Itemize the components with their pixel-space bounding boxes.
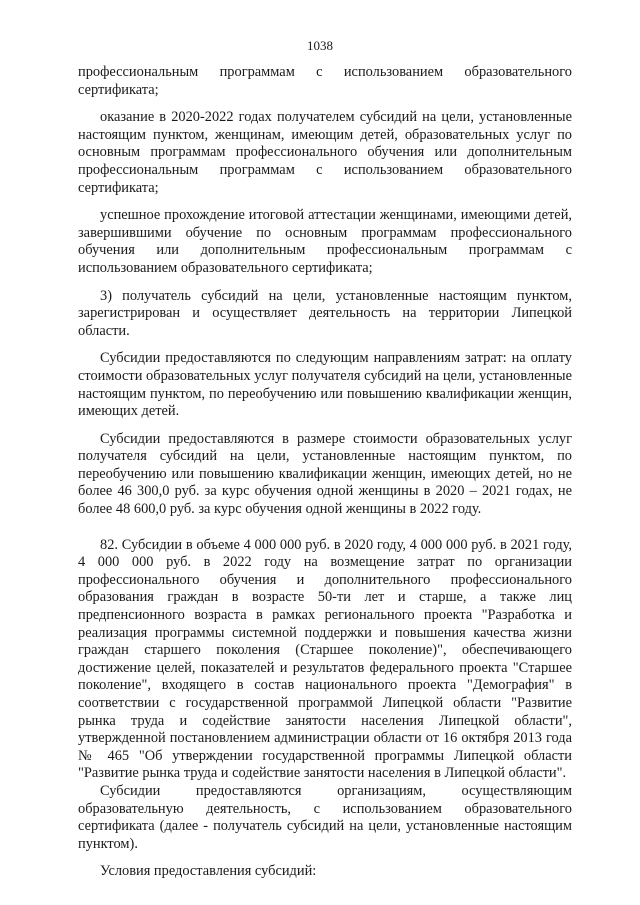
paragraph: Субсидии предоставляются по следующим направлениям затрат: на оплату стоимости образовательных услуг получателя субсидий на цели, установленные настоящим пунктом, по переобучению или повышению квалификации женщин, имеющих детей. — [78, 350, 572, 420]
document-body — [78, 64, 572, 881]
paragraph: Условия предоставления субсидий: — [100, 863, 317, 880]
paragraph: 82. Субсидии в объеме 4 000 000 руб. в 2020 году, 4 000 000 руб. в 2021 году, 4 000 000 руб. в 2022 году на возмещение затрат по организации профессионального обучения и дополнительного профессионального образования граждан в возрасте 50-ти лет и старше, а также лиц предпенсионного возраста в рамках регионального проекта "Разработка и реализация программы системной поддержки и повышения качества жизни граждан старшего поколения (Старшее поколение)", обеспечивающего достижение целей, показателей и результатов федерального проекта "Старшее поколение", входящего в состав национального проекта "Демография" в соответствии с государственной программой Липецкой области "Развитие рынка труда и содействие занятости населения Липецкой области", утвержденной постановлением администрации области от 16 октября 2013 года № 465 "Об утверждении государственной программы Липецкой области "Развитие рынка труда и содействие занятости населения в Липецкой области". — [78, 536, 572, 782]
paragraph: 3) получатель субсидий на цели, установленные настоящим пунктом, зарегистрирован и осуществляет деятельность на территории Липецкой области. — [78, 287, 572, 339]
paragraph: успешное прохождение итоговой аттестации женщинами, имеющими детей, завершившими обучение по основным программам профессионального обучения или дополнительным профессиональным программам с использованием образовательного сертификата; — [78, 207, 572, 276]
paragraph: профессиональным программам с использованием образовательного сертификата; — [78, 64, 572, 98]
page-number: 1038 — [307, 38, 333, 53]
paragraph: Субсидии предоставляются организациям, осуществляющим образовательную деятельность, с использованием образовательного сертификата (далее - получатель субсидий на цели, установленные настоящим пунктом). — [78, 782, 572, 852]
paragraph: оказание в 2020-2022 годах получателем субсидий на цели, установленные настоящим пунктом, женщинам, имеющим детей, образовательных услуг по основным программам профессионального обучения или дополнительным профессиональным программам с использованием образовательного сертификата; — [78, 109, 572, 196]
paragraph: Субсидии предоставляются в размере стоимости образовательных услуг получателя субсидий на цели, установленные настоящим пунктом, по переобучению или повышению квалификации женщин, имеющих детей, но не более 46 300,0 руб. за курс обучения одной женщины в 2020 – 2021 годах, не более 48 600,0 руб. за курс обучения одной женщины в 2022 году. — [78, 430, 572, 518]
